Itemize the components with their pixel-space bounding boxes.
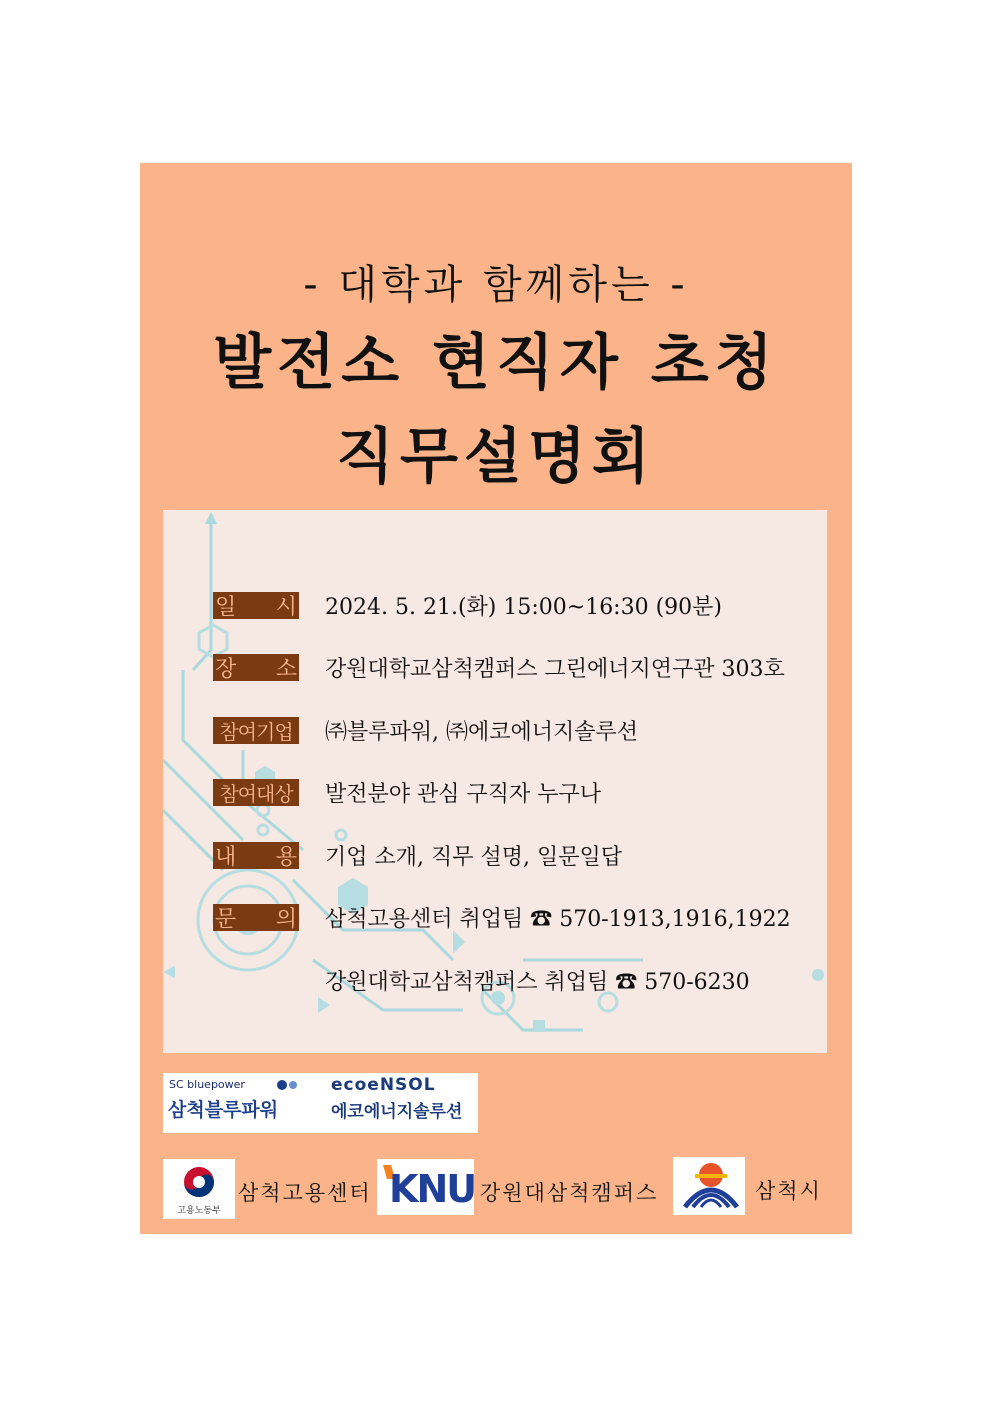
info-row-inquiry-2 — [213, 963, 750, 997]
info-value-datetime: 2024. 5. 21.(화) 15:00~16:30 (90분) — [325, 594, 722, 620]
info-row-location — [213, 650, 785, 684]
poster-subtitle: - 대학과 함께하는 - — [303, 262, 689, 308]
knu-logo — [377, 1159, 474, 1215]
info-value-inquiry-2: 강원대학교삼척캠퍼스 취업팀 ☎ 570-6230 — [325, 969, 750, 995]
info-label-companies: 참여기업 — [213, 717, 299, 744]
info-label-content: 내 용 — [213, 842, 299, 869]
moel-center-name: 삼척고용센터 — [238, 1181, 372, 1205]
info-label-audience: 참여대상 — [213, 779, 299, 806]
sc-bluepower-name: 삼척블루파워 — [168, 1099, 279, 1121]
poster-title-line2: 직무설명회 — [336, 422, 656, 492]
info-row-inquiry — [213, 900, 791, 934]
samcheok-city-name: 삼척시 — [755, 1179, 822, 1203]
poster-title-line1: 발전소 현직자 초청 — [213, 328, 779, 398]
info-row-audience — [213, 775, 601, 809]
info-row-content — [213, 838, 622, 872]
moel-logo — [163, 1159, 235, 1219]
sponsor-logos — [163, 1073, 478, 1133]
info-value-companies: ㈜블루파워, ㈜에코에너지솔루션 — [325, 719, 639, 745]
knu-campus-name: 강원대삼척캠퍼스 — [480, 1181, 659, 1205]
moel-caption: 고용노동부 — [177, 1206, 221, 1216]
ecoensol-logo-text: ecoeNSOL — [331, 1075, 436, 1095]
info-row-datetime — [213, 588, 722, 622]
poster — [140, 163, 852, 1234]
samcheok-city-logo — [673, 1157, 745, 1215]
info-value-location: 강원대학교삼척캠퍼스 그린에너지연구관 303호 — [325, 656, 785, 682]
ecoensol-name: 에코에너지솔루션 — [331, 1102, 463, 1122]
sc-bluepower-dots-icon — [277, 1080, 299, 1090]
knu-logo-text: KNU — [389, 1167, 476, 1211]
info-value-content: 기업 소개, 직무 설명, 일문일답 — [325, 844, 622, 870]
info-panel — [163, 510, 827, 1053]
info-label-datetime: 일 시 — [213, 592, 299, 619]
samcheok-sun-icon — [673, 1157, 745, 1215]
info-label-inquiry: 문 의 — [213, 904, 299, 931]
info-row-companies — [213, 713, 638, 747]
info-label-location: 장 소 — [213, 654, 299, 681]
sc-bluepower-logo-text: SC bluepower — [169, 1078, 245, 1091]
info-value-inquiry: 삼척고용센터 취업팀 ☎ 570-1913,1916,1922 — [325, 906, 791, 932]
info-value-audience: 발전분야 관심 구직자 누구나 — [325, 781, 602, 807]
